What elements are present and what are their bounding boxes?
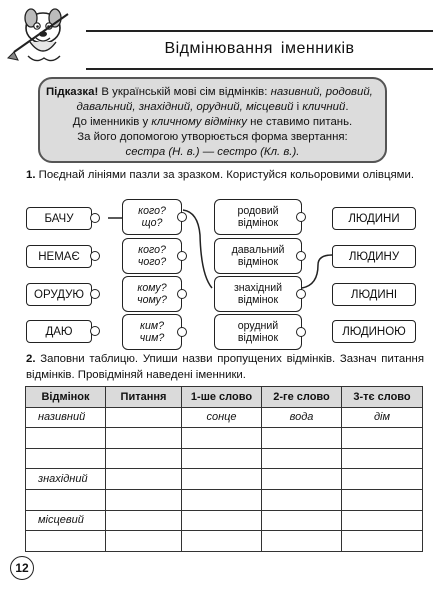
- hint-label: Підказка!: [46, 86, 99, 98]
- table-row: [26, 428, 423, 449]
- header-case: Відмінок: [26, 387, 106, 408]
- case-cell[interactable]: місцевий: [26, 510, 106, 531]
- case-cell[interactable]: знахідний: [26, 469, 106, 490]
- verb-3-connector-knob: [90, 289, 100, 299]
- case-piece-2[interactable]: давальний відмінок: [214, 238, 302, 274]
- question-cell[interactable]: [106, 510, 182, 531]
- question-piece-2[interactable]: кого? чого?: [122, 238, 182, 274]
- header-word-3: 3-тє слово: [342, 387, 423, 408]
- case-piece-4[interactable]: орудний відмінок: [214, 314, 302, 350]
- case-3-connector-knob: [296, 289, 306, 299]
- question-cell[interactable]: [106, 428, 182, 449]
- table-row: [26, 489, 423, 510]
- question-cell[interactable]: [106, 469, 182, 490]
- question-cell[interactable]: [106, 448, 182, 469]
- case-2-connector-knob: [296, 251, 306, 261]
- word-1-cell[interactable]: [182, 448, 262, 469]
- task-1-instructions: 1. Поєднай лініями пазли за зразком. Користуйся кольоровими олівцями.: [26, 169, 414, 181]
- word-3-cell[interactable]: [342, 428, 423, 449]
- question-cell[interactable]: [106, 531, 182, 552]
- verb-2-connector-knob: [90, 251, 100, 261]
- hint-line-1: Підказка! В українській мові сім відмінків: називний, родовий,: [46, 86, 373, 98]
- word-2-cell[interactable]: [262, 531, 342, 552]
- hint-line-2: давальний, знахідний, орудний, місцевий і кличний.: [76, 101, 349, 113]
- task-2-instructions: 2. Заповни таблицю. Упиши назви пропущених відмінків. Зазнач питання відмінків. Провідміняй наведені іменники.: [26, 353, 424, 381]
- page-title: Відмінювання іменників: [164, 40, 355, 57]
- word-1-cell[interactable]: [182, 469, 262, 490]
- declension-table: [25, 386, 423, 552]
- word-2-cell[interactable]: [262, 510, 342, 531]
- question-piece-1[interactable]: кого? що?: [122, 199, 182, 235]
- question-3-connector-knob: [177, 289, 187, 299]
- word-1-cell[interactable]: [182, 510, 262, 531]
- verb-box-1[interactable]: БАЧУ: [26, 207, 92, 230]
- word-2-cell[interactable]: вода: [262, 407, 342, 428]
- case-4-connector-knob: [296, 327, 306, 337]
- question-cell[interactable]: [106, 489, 182, 510]
- word-2-cell[interactable]: [262, 489, 342, 510]
- question-1-connector-knob: [177, 212, 187, 222]
- noun-form-box-2[interactable]: ЛЮДИНУ: [332, 245, 416, 268]
- word-3-cell[interactable]: дім: [342, 407, 423, 428]
- noun-form-box-1[interactable]: ЛЮДИНИ: [332, 207, 416, 230]
- table-header-row: [26, 387, 423, 408]
- word-2-cell[interactable]: [262, 469, 342, 490]
- noun-form-box-3[interactable]: ЛЮДИНІ: [332, 283, 416, 306]
- question-4-connector-knob: [177, 327, 187, 337]
- word-2-cell[interactable]: [262, 448, 342, 469]
- question-piece-4[interactable]: ким? чим?: [122, 314, 182, 350]
- word-3-cell[interactable]: [342, 489, 423, 510]
- table-row: [26, 531, 423, 552]
- case-cell[interactable]: називний: [26, 407, 106, 428]
- hint-line-5: сестра (Н. в.) — сестро (Кл. в.).: [125, 146, 300, 158]
- word-3-cell[interactable]: [342, 469, 423, 490]
- question-piece-3[interactable]: кому? чому?: [122, 276, 182, 312]
- case-piece-3[interactable]: знахідний відмінок: [214, 276, 302, 312]
- word-2-cell[interactable]: [262, 428, 342, 449]
- verb-4-connector-knob: [90, 326, 100, 336]
- table-row: [26, 510, 423, 531]
- case-piece-1[interactable]: родовий відмінок: [214, 199, 302, 235]
- noun-form-box-4[interactable]: ЛЮДИНОЮ: [332, 320, 416, 343]
- verb-box-3[interactable]: ОРУДУЮ: [26, 283, 92, 306]
- case-cell[interactable]: [26, 531, 106, 552]
- table-row: [26, 407, 423, 428]
- page-number: 12: [10, 556, 34, 580]
- word-1-cell[interactable]: [182, 489, 262, 510]
- header-question: Питання: [106, 387, 182, 408]
- word-3-cell[interactable]: [342, 531, 423, 552]
- table-row: [26, 448, 423, 469]
- verb-box-4[interactable]: ДАЮ: [26, 320, 92, 343]
- word-1-cell[interactable]: [182, 531, 262, 552]
- word-1-cell[interactable]: сонце: [182, 407, 262, 428]
- case-cell[interactable]: [26, 448, 106, 469]
- verb-1-connector-knob: [90, 213, 100, 223]
- header-word-1: 1-ше слово: [182, 387, 262, 408]
- question-2-connector-knob: [177, 251, 187, 261]
- word-3-cell[interactable]: [342, 510, 423, 531]
- verb-box-2[interactable]: НЕМАЄ: [26, 245, 92, 268]
- header-word-2: 2-ге слово: [262, 387, 342, 408]
- word-3-cell[interactable]: [342, 448, 423, 469]
- question-cell[interactable]: [106, 407, 182, 428]
- case-cell[interactable]: [26, 428, 106, 449]
- word-1-cell[interactable]: [182, 428, 262, 449]
- table-row: [26, 469, 423, 490]
- hint-line-4: За його допомогою утворюється форма звертання:: [77, 131, 348, 143]
- hint-line-3: До іменників у кличному відмінку не ставимо питань.: [72, 116, 353, 128]
- case-1-connector-knob: [296, 212, 306, 222]
- case-cell[interactable]: [26, 489, 106, 510]
